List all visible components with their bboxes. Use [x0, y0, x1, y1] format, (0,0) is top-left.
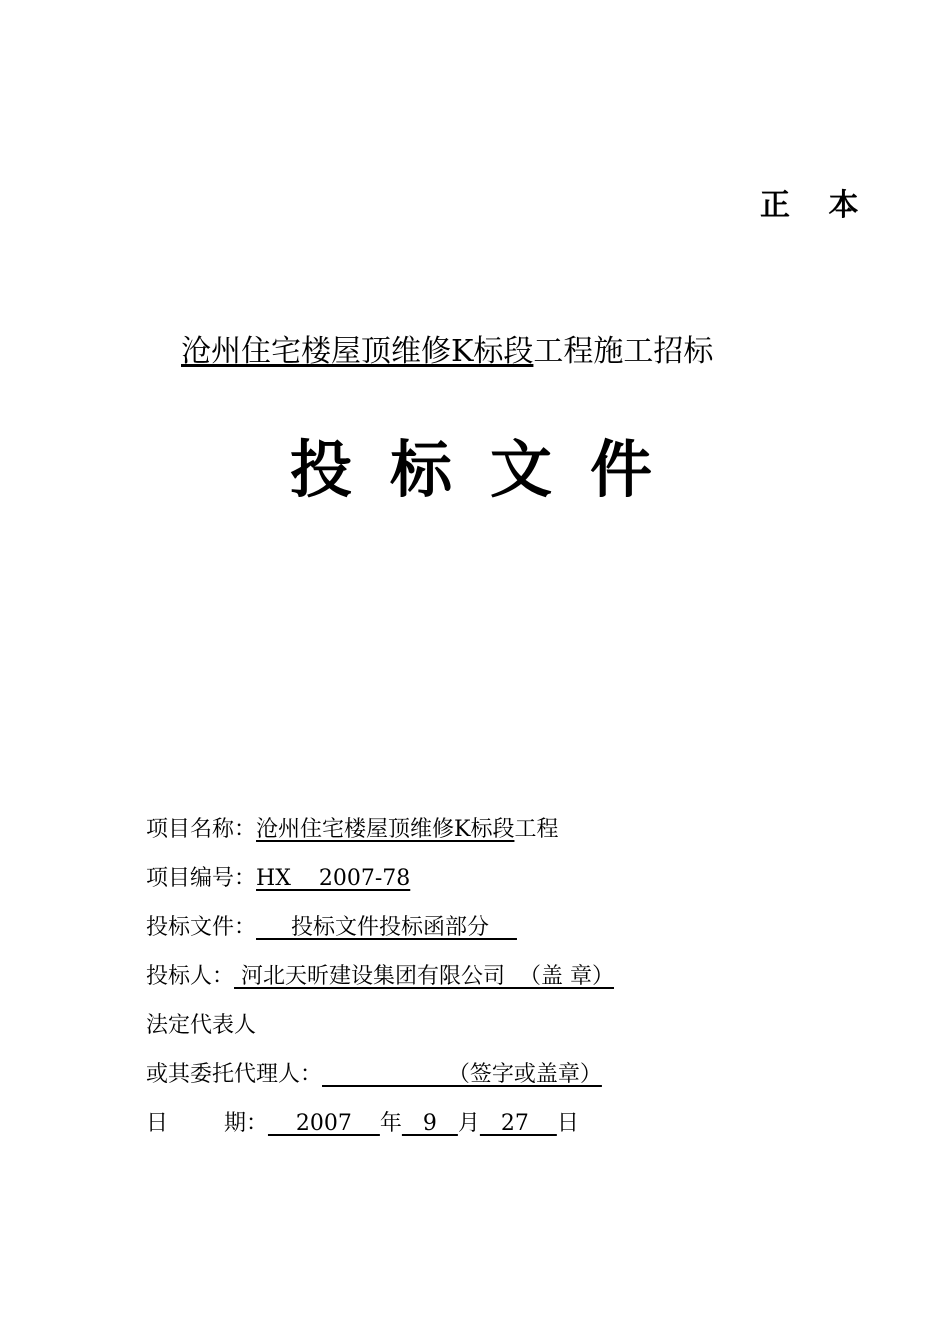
date-year: 2007 [267, 1111, 380, 1136]
project-number-label: 项目编号： [146, 866, 257, 891]
agent-row [146, 1050, 614, 1099]
date-year-unit: 年 [379, 1111, 402, 1136]
project-title-rest: 工程施工招标 [533, 334, 714, 369]
date-row [146, 1099, 614, 1148]
legal-rep-label: 法定代表人 [146, 1013, 257, 1038]
bid-document-label: 投标文件： [146, 915, 257, 940]
signature-field: （签字或盖章） [322, 1062, 602, 1087]
project-name-label: 项目名称： [146, 817, 257, 842]
bidder-value: 河北天昕建设集团有限公司 （盖 章） [234, 964, 614, 989]
bid-document-value: 投标文件投标函部分 [256, 915, 517, 940]
project-title [181, 326, 713, 370]
project-number-value: HX 2007-78 [256, 866, 411, 891]
date-month-unit: 月 [457, 1111, 480, 1136]
date-day: 27 [479, 1111, 557, 1136]
project-name-value: 沧州住宅楼屋顶维修K标段 [256, 817, 515, 842]
document-title: 投标文件 [289, 433, 690, 506]
project-name-value-rest: 工程 [514, 817, 559, 842]
date-day-unit: 日 [556, 1111, 579, 1136]
agent-label: 或其委托代理人： [146, 1062, 323, 1087]
info-block [146, 805, 614, 1148]
bid-document-row [146, 903, 614, 952]
bidder-row [146, 952, 614, 1001]
legal-rep-row [146, 1001, 614, 1050]
copy-mark: 正 本 [760, 188, 873, 223]
date-month: 9 [401, 1111, 458, 1136]
project-name-row [146, 805, 614, 854]
project-title-underlined: 沧州住宅楼屋顶维修K标段 [181, 334, 534, 369]
bidder-label: 投标人： [146, 964, 235, 989]
date-label: 日 期： [146, 1111, 268, 1136]
project-number-row [146, 854, 614, 903]
